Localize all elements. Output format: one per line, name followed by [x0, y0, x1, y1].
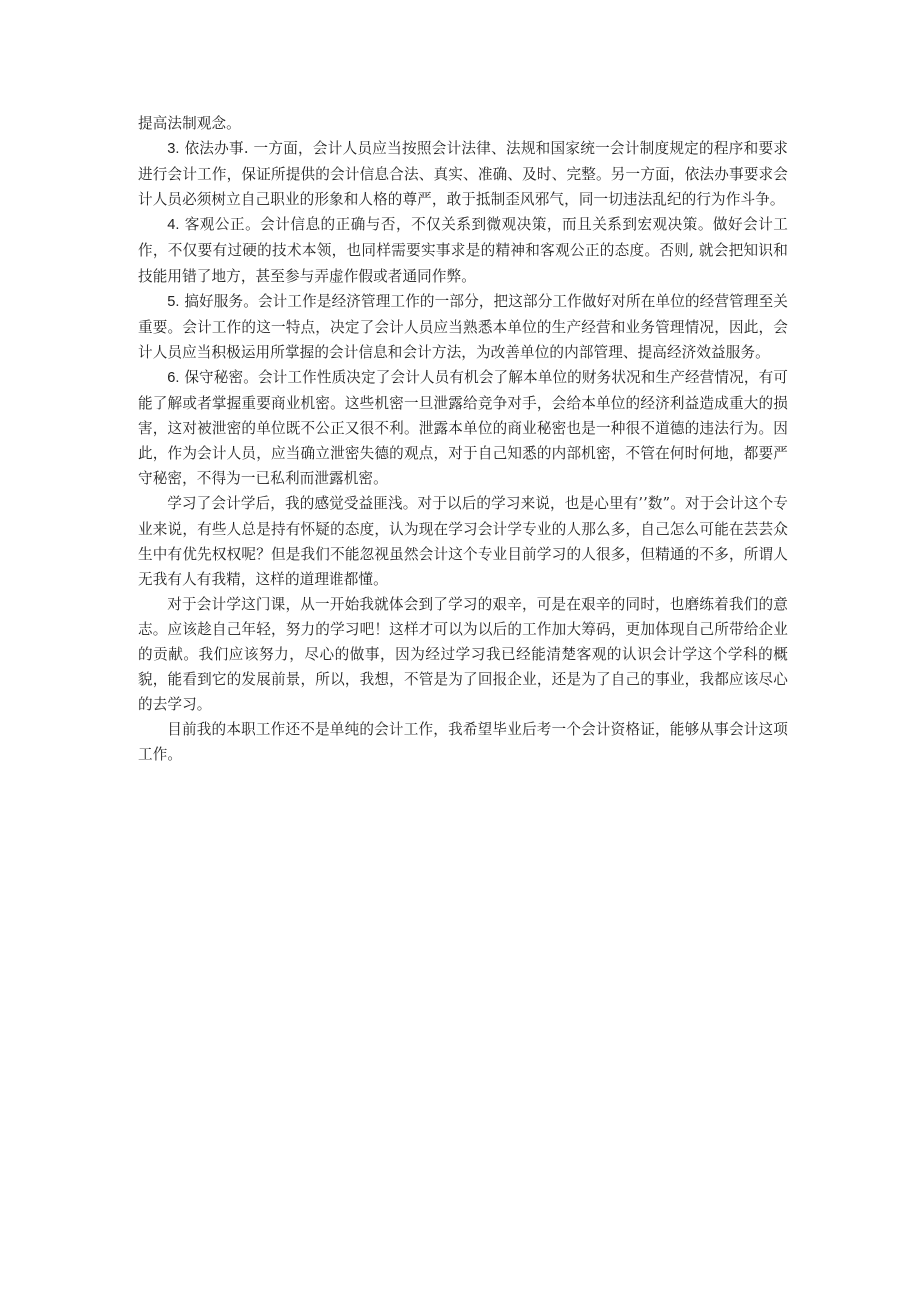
paragraph-text: 对于会计学这门课，从一开始我就体会到了学习的艰辛，可是在艰辛的同时，也磨练着我们的意志。应该趁自己年轻，努力的学习吧！这样才可以为以后的工作加大筹码，更加体现自己所带给企业的贡献。我们应该努力，尽心的做事，因为经过学习我已经能清楚客观的认识会计学这个学科的概貌，能看到它的发展前景，所以，我想，不管是为了回报企业，还是为了自己的事业，我都应该尽心的去学习。 — [138, 595, 788, 714]
list-number: 3. — [167, 141, 180, 158]
paragraph-text: 保守秘密。会计工作性质决定了会计人员有机会了解本单位的财务状况和生产经营情况，有可能了解或者掌握重要商业机密。这些机密一旦泄露给竞争对手，会给本单位的经济利益造成重大的损害，这对被泄密的单位既不公正又很不利。泄露本单位的商业秘密也是一种很不道德的违法行为。因此，作为会计人员，应当确立泄密失德的观点，对于自己知悉的内部机密，不管在何时何地，都要严守秘密，不得为一已私利而泄露机密。 — [138, 368, 788, 488]
document-body — [138, 111, 788, 767]
paragraph-intro — [138, 111, 788, 136]
paragraph-text: 客观公正。会计信息的正确与否，不仅关系到微观决策，而且关系到宏观决策。做好会计工作，不仅要有过硬的技术本领，也同样需要实事求是的精神和客观公正的态度。否则, 就会把知识和技能用错了地方，甚至参与弄虚作假或者通同作弊。 — [138, 216, 788, 285]
paragraph-course-reflection — [138, 592, 788, 717]
paragraph-item-3 — [138, 136, 788, 212]
paragraph-career-goal — [138, 717, 788, 767]
paragraph-text: 依法办事. 一方面，会计人员应当按照会计法律、法规和国家统一会计制度规定的程序和要求进行会计工作，保证所提供的会计信息合法、真实、准确、及时、完整。另一方面，依法办事要求会计人员必须树立自己职业的形象和人格的尊严，敢于抵制歪风邪气，同一切违法乱纪的行为作斗争。 — [138, 140, 788, 209]
list-number: 4. — [167, 217, 180, 234]
paragraph-study-reflection — [138, 491, 788, 591]
paragraph-item-4 — [138, 212, 788, 288]
paragraph-text: 提高法制观念。 — [138, 115, 241, 132]
paragraph-item-6 — [138, 365, 788, 491]
paragraph-item-5 — [138, 289, 788, 365]
paragraph-text: 目前我的本职工作还不是单纯的会计工作，我希望毕业后考一个会计资格证，能够从事会计这项工作。 — [138, 721, 788, 764]
list-number: 5. — [167, 293, 180, 310]
paragraph-text: 搞好服务。会计工作是经济管理工作的一部分，把这部分工作做好对所在单位的经营管理至关重要。会计工作的这一特点，决定了会计人员应当熟悉本单位的生产经营和业务管理情况，因此，会计人员应当积极运用所掌握的会计信息和会计方法，为改善单位的内部管理、提高经济效益服务。 — [138, 292, 788, 361]
paragraph-text: 学习了会计学后，我的感觉受益匪浅。对于以后的学习来说，也是心里有’’数”。对于会计这个专业来说，有些人总是持有怀疑的态度，认为现在学习会计学专业的人那么多，自己怎么可能在芸芸众生中有优先权权呢？但是我们不能忽视虽然会计这个专业目前学习的人很多，但精通的不多，所谓人无我有人有我精，这样的道理谁都懂。 — [138, 495, 788, 588]
list-number: 6. — [167, 369, 180, 386]
